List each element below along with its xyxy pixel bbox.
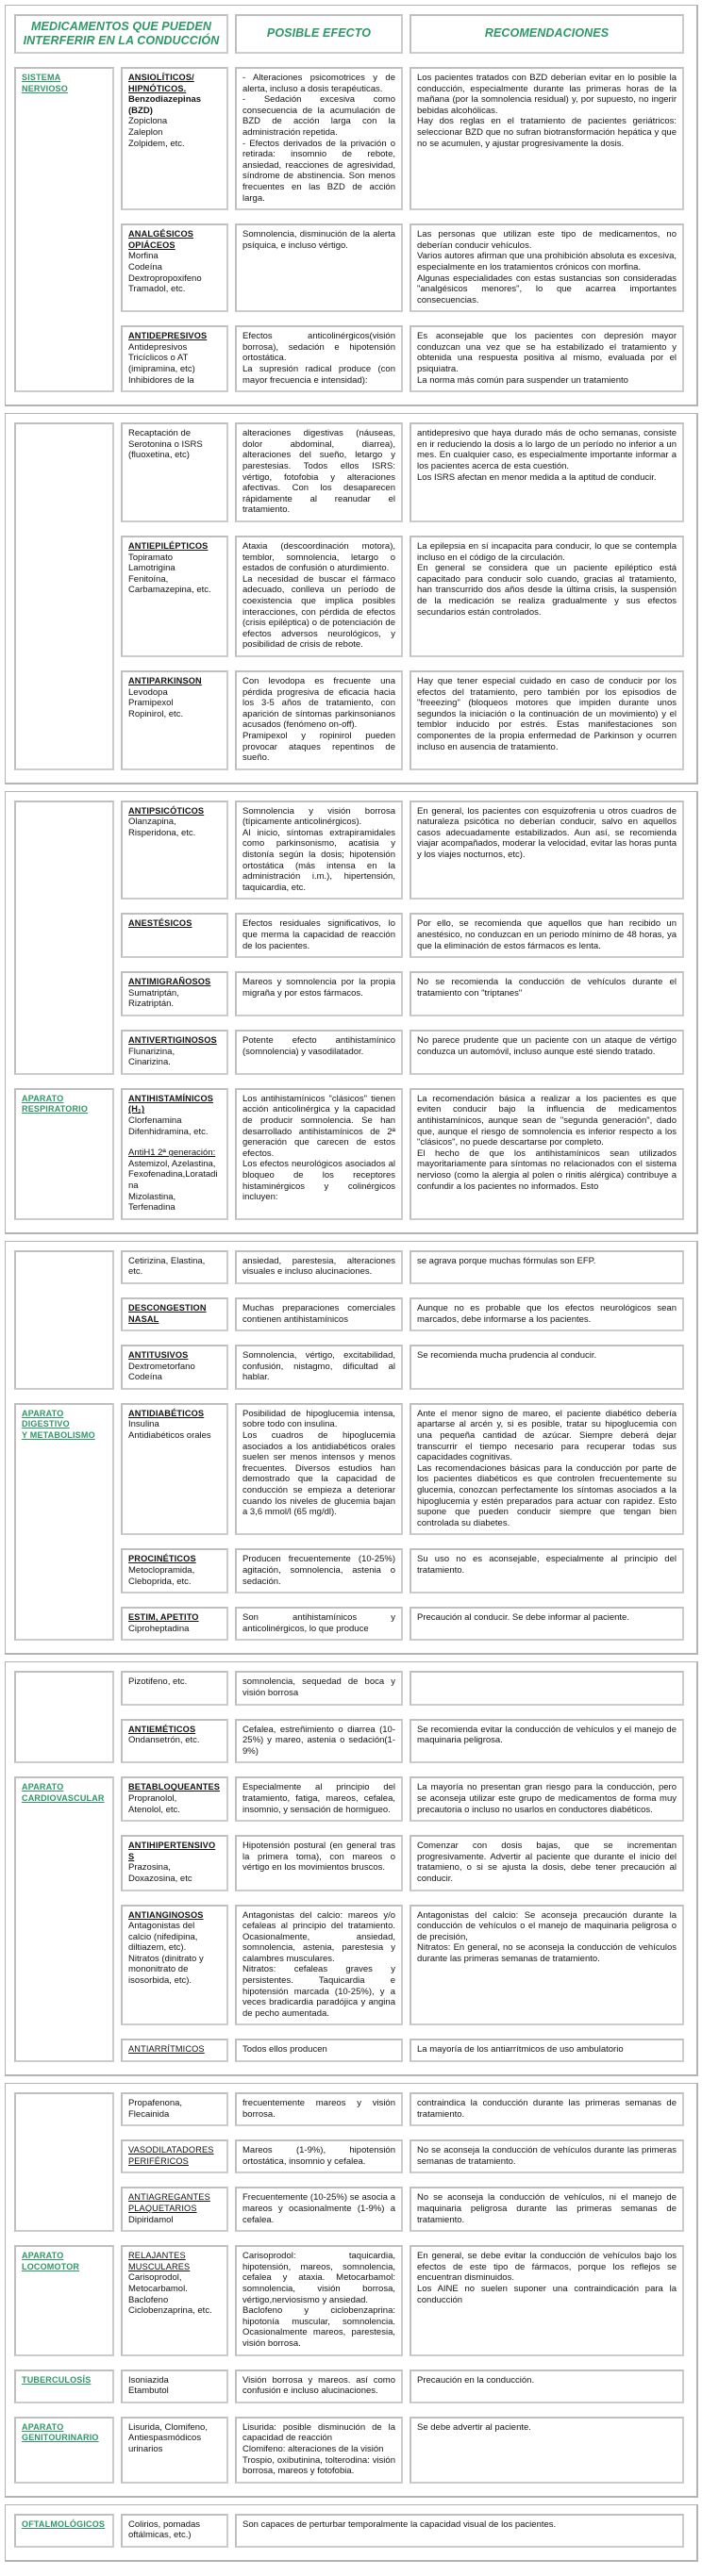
category-cell [121,422,228,522]
category-title: ANTIEMÉTICOS [128,1724,196,1734]
system-label: SISTEMA NERVIOSO [22,73,68,93]
category-title: ANTIEPILÉPTICOS [128,541,209,551]
effect-cell: Posibilidad de hipoglucemia intensa, sobre todo con insulina. Los cuadros de hipoglucemia asociados a los antidiabéticos orales suelen ser menos intensos y menos frecuentes. Diversos estudios han demostrado que la capacidad de conducción se empieza a deteriorar cuando los niveles de glucemia bajan a 3,6 mmol/l (65 mg/dl). [235,1403,403,1536]
header-possible-effect: POSIBLE EFECTO [235,14,403,54]
category-cell [121,1548,228,1593]
system-label: TUBERCULOSÍS [22,2374,92,2385]
category-cell [121,913,228,958]
effect-cell: Cefalea, estreñimiento o diarrea (10-25%) y mareo, astenia o sedación(1-9%) [235,1719,403,1764]
effect-cell: Frecuentemente (10-25%) se asocia a mareos y ocasionalmente (1-9%) a cefalea. [235,2187,403,2232]
effect-cell: - Alteraciones psicomotrices y de alerta, incluso a dosis terapéuticas. - Sedación excesiva como consecuencia de la acumulación de BZD de acción larga con la administración repetida. - Efectos derivados de la privación o retirada: insomnio de rebote, ansiedad, reacciones de agresividad, síndrome de abstinencia. Son menos frecuentes en las BZD de acción larga. [235,67,403,210]
category-cell [121,1905,228,2026]
category-title: ANTIVERTIGINOSOS [128,1035,217,1045]
category-cell [121,1088,228,1220]
category-cell [121,2039,228,2062]
category-cell [121,670,228,770]
category-drug-list: Isoniazida Etambutol [128,2374,169,2397]
effect-cell: Lisurida: posible disminución de la capacidad de reacción Clomifeno: alteraciones de la visión Trospio, oxibutinina, tolterodina: visión borrosa, mareos y fotofobia. [235,2417,403,2484]
recommendation-cell: antidepresivo que haya durado más de ocho semanas, consiste en ir reduciendo la dosis a lo largo de un período no inferior a un mes. En cualquier caso, es especialmente importante informar a los pacientes acerca de esta cuestión. Los ISRS afectan en menor medida a la aptitud de conducir. [410,422,684,522]
category-title: ANTIARRÍTMICOS [128,2044,205,2055]
system-cell [14,422,114,769]
system-cell [14,1776,114,2062]
category-drug-list: Prazosina, Doxazosina, etc [128,1862,192,1884]
category-drug-list: Antidepresivos Tricíclicos o AT (imipramina, etc) Inhibidores de la [128,341,195,386]
category-title: ANSIOLÍTICOS/ HIPNÓTICOS. [128,73,194,93]
table-page [5,1661,698,2076]
category-drug-list: Carisoprodol, Metocarbamol. Baclofeno Ciclobenzaprina, etc. [128,2272,212,2317]
category-title: ANTIAGREGANTES PLAQUETARIOS [128,2192,210,2213]
table-page [5,1241,698,1656]
category-drug-list: Pizotifeno, etc. [128,1676,188,1688]
category-drug-list: Sumatriptán, Rizatriptán. [128,987,179,1010]
category-drug-list: Metoclopramida, Cleboprida, etc. [128,1565,195,1587]
recommendation-cell: Los pacientes tratados con BZD deberían evitar en lo posible la conducción, especialmente durante las primeras horas de la mañana (por la somnolencia residual) y, por supuesto, no ingerir bebidas alcohólicas. Hay dos reglas en el tratamiento de pacientes geriátricos: seleccionar BZD que no sufran biotransformación hepática y que no se acumulen, y ajustar progresivamente la dosis. [410,67,684,210]
recommendation-cell: Aunque no es probable que los efectos neurológicos sean marcados, debe informarse a los pacientes. [410,1297,684,1331]
category-cell [121,536,228,657]
effect-cell: Con levodopa es frecuente una pérdida progresiva de eficacia hacia los 3-5 años de tratamiento, con aparición de síntomas parkinsonianos acusados (fenómeno on-off). Pramipexol y ropinirol pueden provocar ataques repentinos de sueño. [235,670,403,770]
category-cell [121,1403,228,1536]
system-label: APARATO LOCOMOTOR [22,2251,80,2271]
table-grid [14,14,688,392]
table-grid [14,801,688,1220]
effect-cell: Antagonistas del calcio: mareos y/o cefaleas al principio del tratamiento. Ocasionalmente, ansiedad, somnolencia, astenia, parestesia y calambres musculares. Nitratos: cefaleas graves y persistentes. Taquicardia e hipotensión marcada (10-25%), y a veces bradicardia paradójica y angina de pecho aumentada. [235,1905,403,2026]
effect-cell: Efectos anticolinérgicos(visión borrosa), sedación e hipotensión ortostática. La supresión radical produce (con mayor frecuencia e intensidad): [235,325,403,392]
category-cell [121,2370,228,2403]
table-page [5,791,698,1234]
recommendation-cell: Se recomienda evitar la conducción de vehículos y el manejo de maquinaria peligrosa. [410,1719,684,1764]
category-drug-list: Propranolol, Atenolol, etc. [128,1792,180,1815]
effect-cell: Todos ellos producen [235,2039,403,2062]
category-title: PROCINÉTICOS [128,1554,196,1564]
category-drug-list: Colirios, pomadas oftálmicas, etc.) [128,2518,201,2541]
recommendation-cell: Es aconsejable que los pacientes con depresión mayor conduzcan una vez que se ha estabilizado el tratamiento y obtenida una respuesta positiva al mismo, evaluada por el psiquiatra. La norma más común para suspender un tratamiento [410,325,684,392]
category-cell [121,2139,228,2173]
category-cell [121,223,228,312]
category-title: ANTIHISTAMÍNICOS (H₁) [128,1093,214,1115]
recommendation-cell: Ante el menor signo de mareo, el paciente diabético debería apartarse al arcén y, si es posible, tratar su hipoglucemia con una pequeña cantidad de azúcar. Siempre deberá dejar transcurrir el tiempo necesario para recuperar todas sus capacidades cognitivas. Las recomendaciones básicas para la conducción por parte de los pacientes diabéticos es que controlen frecuentemente su glucemia, conozcan perfectamente los síntomas asociados a la hipoglucemia y estén preparados para actuar con rapidez. Esto supone que pueden conducir siempre que tengan bien controlada su diabetes. [410,1403,684,1536]
effect-cell: somnolencia, sequedad de boca y visión borrosa [235,1671,403,1705]
category-title: ANTIHIPERTENSIVOS [128,1841,216,1861]
effect-cell: Somnolencia, vértigo, excitabilidad, confusión, nistagmo, dificultad al hablar. [235,1345,403,1390]
category-title: VASODILATADORES PERIFÉRICOS [128,2145,214,2166]
effect-cell: Visión borrosa y mareos. así como confusión e incluso alucinaciones. [235,2370,403,2403]
category-drug-list: Olanzapina, Risperidona, etc. [128,817,196,838]
recommendation-cell: La epilepsia en sí incapacita para conducir, lo que se contempla incluso en el código de la circulación. En general se considera que un paciente epiléptico está capacitado para conducir solo cuando, gracias al tratamiento, han transcurrido dos años desde la última crisis, la suspensión de la medicación se realiza gradualmente y sus efectos secundarios están controlados. [410,536,684,657]
category-drug-list: Cetirizina, Elastina, etc. [128,1255,206,1278]
effect-cell: Son antihistamínicos y anticolinérgicos, lo que produce [235,1607,403,1641]
system-cell [14,2514,114,2548]
effect-cell: Hipotensión postural (en general tras la primera toma), con mareos o vértigo en los movimientos bruscos. [235,1835,403,1891]
recommendation-cell: La mayoría de los antiarrítmicos de uso ambulatorio [410,2039,684,2062]
table-page [5,2504,698,2562]
category-title: ANTIPSICÓTICOS [128,805,205,816]
system-label: APARATO DIGESTIVO Y METABOLISMO [22,1408,95,1440]
effect-cell: frecuentemente mareos y visión borrosa. [235,2092,403,2126]
recommendation-cell: La mayoría no presentan gran riesgo para la conducción, pero se aconseja utilizar este grupo de medicamentos de forma muy precautoria o incluso no usarlos en conductores diabéticos. [410,1776,684,1822]
system-label: APARATO RESPIRATORIO [22,1093,89,1115]
category-cell [121,67,228,210]
category-cell [121,325,228,392]
category-title: DESCONGESTION NASAL [128,1302,207,1324]
recommendation-cell: Hay que tener especial cuidado en caso de conducir por los efectos del tratamiento, pero también por los episodios de "freeezing" (bloqueos motores que impiden durante unos segundos la iniciación o la continuación de un movimiento) y el temblor inducido por estrés. Estas manifestaciones son componentes de la propia enfermedad de Parkinson y ocurren incluso en ausencia de tratamiento. [410,670,684,770]
category-title: ANTIANGINOSOS [128,1909,204,1920]
effect-cell: Somnolencia, disminución de la alerta psíquica, e incluso vértigo. [235,223,403,312]
system-label: OFTALMOLÓGICOS [22,2518,106,2529]
category-title: ANTIDEPRESIVOS [128,331,208,341]
effect-cell: Mareos (1-9%), hipotensión ortostática, insomnio y cefalea. [235,2139,403,2173]
recommendation-cell: En general, se debe evitar la conducción de vehículos bajo los efectos de este tipo de fármacos, porque los reflejos se encuentran disminuidos. Los AINE no suelen suponer una contraindicación para la conducción [410,2245,684,2355]
recommendation-cell: Precaución en la conducción. [410,2370,684,2403]
category-title: ESTIM, APETITO [128,1612,199,1623]
category-cell [121,971,228,1016]
category-cell [121,2245,228,2355]
category-drug-list: Lisurida, Clomifeno, Antiespasmódicos urinarios [128,2421,208,2454]
effect-cell: Carisoprodol: taquicardia, hipotensión, mareos, somnolencia, cefalea y ataxia. Metocarbamol: somnolencia, visión borrosa, vértigo,nerviosismo y ansiedad. Baclofeno y ciclobenzaprina: hipotonía muscular, somnolencia. Ocasionalmente mareos, parestesia, visión borrosa. [235,2245,403,2355]
category-cell [121,2187,228,2232]
category-drug-list: Dipiridamol [128,2214,174,2225]
system-cell [14,2245,114,2355]
recommendation-cell: No parece prudente que un paciente con un ataque de vértigo conduzca un automóvil, incluso aunque esté siendo tratado. [410,1030,684,1075]
recommendation-cell: Su uso no es aconsejable, especialmente al principio del tratamiento. [410,1548,684,1593]
category-title: ANTIMIGRAÑOSOS [128,977,211,987]
system-cell [14,1250,114,1390]
recommendation-cell: Por ello, se recomienda que aquellos que han recibido un anestésico, no conduzcan en un periodo mínimo de 48 horas, ya que la eliminación de estos fármacos es lenta. [410,913,684,958]
recommendation-cell [410,1671,684,1705]
category-drug-list: Antagonistas del calcio (nifedipina, diltiazem, etc). Nitratos (dinitrato y mononitrato de isosorbida, etc). [128,1921,204,1987]
table-grid [14,422,688,769]
table-grid [14,1671,688,2062]
category-drug-list: Recaptación de Serotonina o ISRS (fluoxetina, etc) [128,428,203,461]
effect-cell: Mareos y somnolencia por la propia migraña y por estos fármacos. [235,971,403,1016]
effect-cell: Son capaces de perturbar temporalmente la capacidad visual de los pacientes. [235,2514,684,2548]
table-grid [14,1250,688,1642]
header-recommendations: RECOMENDACIONES [410,14,684,54]
recommendation-cell: Precaución al conducir. Se debe informar al paciente. [410,1607,684,1641]
system-cell [14,2417,114,2484]
effect-cell: alteraciones digestivas (náuseas, dolor abdominal, diarrea), alteraciones del sueño, letargo y parestesias. Todos ellos ISRS: vértigo, fotofobia y alteraciones afectivas. Con los desaparecen rápidamente al reanudar el tratamiento. [235,422,403,522]
category-title: ANALGÉSICOS OPIÁCEOS [128,229,194,250]
effect-cell: Producen frecuentemente (10-25%) agitación, somnolencia, astenia o sedación. [235,1548,403,1593]
category-drug-list: Propafenona, Flecainida [128,2098,183,2120]
category-drug-list-2: Astemizol, Azelastina, Fexofenadina,Loratadina Mizolastina, Terfenadina [128,1158,218,1214]
recommendation-cell: Las personas que utilizan este tipo de medicamentos, no deberían conducir vehículos. Varios autores afirman que una prohibición absoluta es excesiva, especialmente en los tratamientos crónicos con morfina. Algunas especialidades con estas sustancias son consideradas "analgésicos menores", lo que acarrea importantes consecuencias. [410,223,684,312]
effect-cell: Somnolencia y visión borrosa (típicamente anticolinérgicos). Al inicio, síntomas extrapiramidales como parkinsonismo, acatisia y distonía según la dosis; hipotensión ortostática (más intensa en la administración i.m.), hipertensión, taquicardia, etc. [235,801,403,900]
category-cell [121,1719,228,1764]
recommendation-cell: Antagonistas del calcio: Se aconseja precaución durante la conducción de vehículos o el manejo de maquinaria peligrosa o de precisión, Nitratos: En general, no se aconseja la conducción de vehículos durante las primeras semanas de tratamiento. [410,1905,684,2026]
table-page [5,413,698,784]
table-grid [14,2514,688,2548]
category-title: BETABLOQUEANTES [128,1782,221,1792]
effect-cell: Muchas preparaciones comerciales contienen antihistamínicos [235,1297,403,1331]
recommendation-cell: No se aconseja la conducción de vehículos durante las primeras semanas de tratamiento. [410,2139,684,2173]
category-cell [121,2092,228,2126]
category-drug-list: Zopiclona Zaleplon Zolpidem, etc. [128,116,185,149]
system-label: APARATO CARDIOVASCULAR [22,1782,105,1803]
category-cell [121,1607,228,1641]
category-cell [121,1030,228,1075]
category-cell [121,1776,228,1822]
effect-cell: Los antihistamínicos "clásicos" tienen acción anticolinérgica y la capacidad de producir somnolencia. Se han desarrollado antihistamínicos de 2ª generación que carecen de estos efectos. Los efectos neurológicos asociados al bloqueo de los receptores histaminérgicos y colinérgicos incluyen: [235,1088,403,1220]
category-drug-list: Clorfenamina Difenhidramina, etc. [128,1115,209,1137]
recommendation-cell: Se debe advertir al paciente. [410,2417,684,2484]
recommendation-cell: Se recomienda mucha prudencia al conducir. [410,1345,684,1390]
category-cell [121,2417,228,2484]
category-drug-list: Topiramato Lamotrigina Fenitoína, Carbamazepina, etc. [128,552,211,596]
system-cell [14,1088,114,1220]
category-cell [121,1297,228,1331]
recommendation-cell: contraindica la conducción durante las primeras semanas de tratamiento. [410,2092,684,2126]
category-cell [121,801,228,900]
effect-cell: Ataxia (descoordinación motora), temblor, somnolencia, letargo o estados de confusión o aturdimiento. La necesidad de buscar el fármaco adecuado, conlleva un período de coexistencia que implica posibles interacciones, con pérdida de efectos (crisis epiléptica) o de potenciación de efectos adversos neurológicos, y posibilidad de crisis de rebote. [235,536,403,657]
recommendation-cell: En general, los pacientes con esquizofrenia u otros cuadros de naturaleza psicótica no deberían conducir, salvo en aquellos casos adecuadamente estabilizados. Aun así, se recomienda viajar acompañados, moderar la velocidad, evitar las horas punta y los viajes nocturnos, etc). [410,801,684,900]
recommendation-cell: La recomendación básica a realizar a los pacientes es que eviten conducir bajo la influencia de medicamentos antihistamínicos, aunque sean de "segunda generación", dado que, aunque el riesgo de somnolencia es inferior respecto a los "clásicos", no puede descartarse por completo. El hecho de que los antihistamínicos sean utilizados mayoritariamente para síntomas no relacionados con el sistema nervioso (como la alergia al polen o rinitis alérgica) contribuye a confundir a los pacientes no informados. Esto [410,1088,684,1220]
category-cell [121,1345,228,1390]
category-cell [121,2514,228,2548]
category-cell [121,1250,228,1284]
recommendation-cell: se agrava porque muchas fórmulas son EFP. [410,1250,684,1284]
system-cell [14,801,114,1075]
category-title: ANTIPARKINSON [128,675,202,685]
category-subtitle: AntiH1 2ª generación: [128,1148,216,1159]
table-page [5,5,698,406]
category-drug-list: Morfina Codeína Dextropropoxifeno Tramadol, etc. [128,251,202,295]
category-title: RELAJANTES MUSCULARES [128,2251,191,2271]
system-cell [14,67,114,392]
category-drug-list: Ondansetrón, etc. [128,1735,200,1746]
recommendation-cell: No se recomienda la conducción de vehículos durante el tratamiento con "triptanes" [410,971,684,1016]
header-medications: MEDICAMENTOS QUE PUEDEN INTERFERIR EN LA CONDUCCIÓN [14,14,228,54]
table-grid [14,2092,688,2484]
effect-cell: Efectos residuales significativos, lo que merma la capacidad de reacción de los pacientes. [235,913,403,958]
category-title: ANESTÉSICOS [128,918,192,929]
system-label: APARATO GENITOURINARIO [22,2421,99,2443]
category-drug-list: Flunarizina, Cinarizina. [128,1046,176,1068]
category-bold-name: Benzodiazepinas (BZD) [128,94,202,116]
category-cell [121,1671,228,1705]
category-drug-list: Ciproheptadina [128,1623,190,1634]
system-cell [14,1403,114,1642]
category-drug-list: Levodopa Pramipexol Ropinirol, etc. [128,686,184,719]
category-title: ANTITUSIVOS [128,1350,189,1361]
effect-cell: ansiedad, parestesia, alteraciones visuales e incluso alucinaciones. [235,1250,403,1284]
category-drug-list: Insulina Antidiabéticos orales [128,1419,211,1442]
system-cell [14,2092,114,2232]
category-cell [121,1835,228,1891]
category-drug-list: Dextrometorfano Codeína [128,1361,195,1383]
system-cell [14,1671,114,1763]
table-page [5,2083,698,2498]
effect-cell: Especialmente al principio del tratamiento, fatiga, mareos, cefalea, insomnio, y sensación de hormigueo. [235,1776,403,1822]
recommendation-cell: No se aconseja la conducción de vehículos, ni el manejo de maquinaria peligrosa durante las primeras semanas de tratamiento. [410,2187,684,2232]
system-cell [14,2370,114,2403]
effect-cell: Potente efecto antihistamínico (somnolencia) y vasodilatador. [235,1030,403,1075]
recommendation-cell: Comenzar con dosis bajas, que se incrementan progresivamente. Advertir al paciente que durante el inicio del tratamieno, o si se ajusta la dosis, debe tener precaución al conducir. [410,1835,684,1891]
category-title: ANTIDIABÉTICOS [128,1408,205,1418]
